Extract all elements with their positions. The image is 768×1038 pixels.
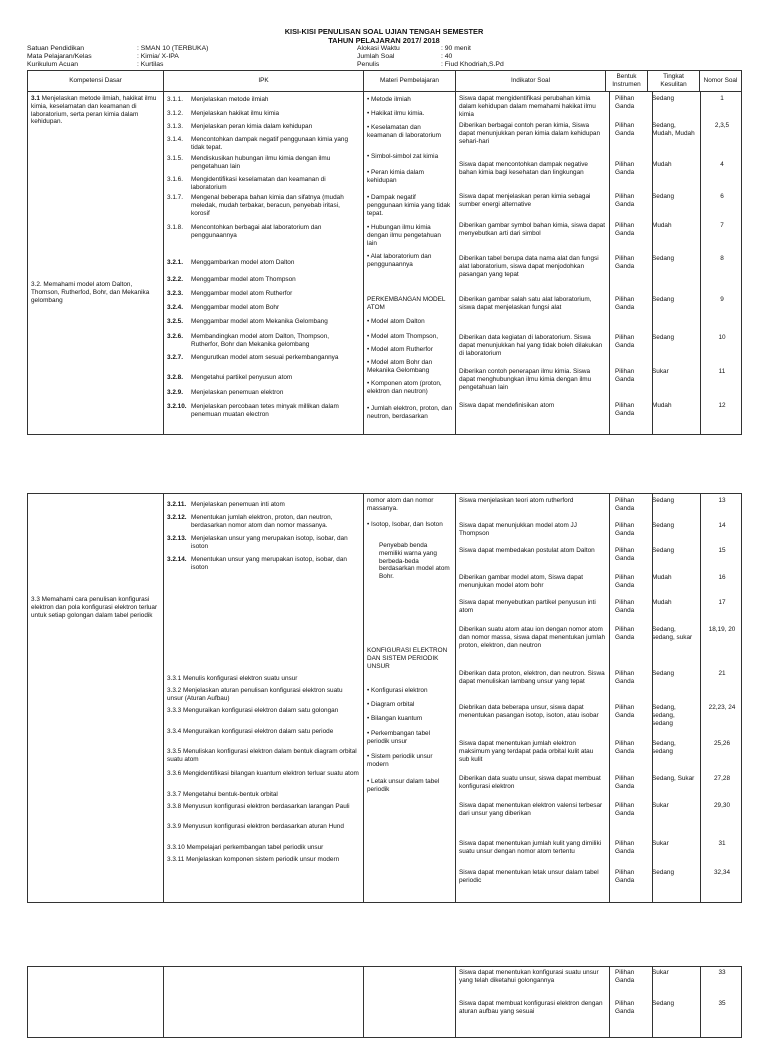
materi-item: • Alat laboratorium dan penggunaannya [367,253,452,269]
difficulty-level: Sedang, sedang, sedang [652,704,676,727]
col-header-ipk: IPK [164,71,364,92]
ipk-item [167,276,360,284]
instrument-type: Pilihan Ganda [615,840,635,855]
instrument-type: Pilihan Ganda [615,193,635,208]
ipk-number: 3.2.1. [167,259,183,266]
col-header-materi: Materi Pembelajaran [364,71,456,92]
question-number: 17 [718,599,726,606]
difficulty-level: Sedang [652,193,675,200]
question-number: 31 [718,840,726,847]
question-number: 11 [718,368,726,375]
instrument-type: Pilihan Ganda [615,969,635,984]
kd-3-1: 3.1 Menjelaskan metode ilmiah, hakikat ilmu kimia, keselamatan dan keamanan di laboratorium, serta peran kimia dalam kehidupan. [31,95,157,126]
kisi-kisi-table-1 [27,70,742,435]
column-divider [652,92,653,434]
indicator-text: Siswa dapat mengidentifikasi perubahan kimia dalam kehidupan dalam memahami hakikat ilmu kimia [459,95,596,118]
column-divider [609,967,610,1037]
instrument-type: Pilihan Ganda [615,122,635,137]
column-divider [700,92,701,434]
meta-value: : 40 [441,53,453,60]
question-number: 1 [720,95,724,102]
indicator-text: Siswa dapat menentukan elektron valensi terbesar dari unsur yang diberikan [459,802,603,817]
instrument-type: Pilihan Ganda [615,869,635,884]
indicator-text: Siswa dapat menentukan jumlah kulit yang dimiliki suatu unsur dengan nomor atom tertentu [459,840,602,855]
materi-item: • Peran kimia dalam kehidupan [367,169,452,185]
ipk-item: 3.3.2 Menjelaskan aturan penulisan konfigurasi elektron suatu unsur (Aturan Aufbau) [167,687,343,702]
ipk-item [167,374,360,382]
materi-item: • Model atom Rutherfor [367,346,452,354]
difficulty-level: Mudah [652,222,672,229]
difficulty-level: Sukar [652,969,669,976]
instrument-type: Pilihan Ganda [615,1000,635,1015]
ipk-text: Menjelaskan metode ilmiah [191,96,269,103]
ipk-number: 3.1.5. [167,155,183,162]
materi-item: • Metode ilmiah [367,96,452,104]
ipk-number: 3.2.3. [167,290,183,297]
materi-item: • Perkembangan tabel periodik unsur [367,730,452,746]
ipk-item [167,155,360,171]
indicator-text: Siswa dapat membedakan postulat atom Dalton [459,547,595,554]
indikator-block [456,494,742,903]
instrument-type: Pilihan Ganda [615,95,635,110]
ipk-number: 3.2.12. [167,514,187,521]
ipk-number: 3.2.11. [167,501,187,508]
ipk-text: Membandingkan model atom Dalton, Thompson, Rutherfor, Bohr dan Mekanika gelombang [191,333,330,348]
ipk-number: 3.1.1. [167,96,183,103]
table-header-row [28,71,742,92]
ipk-text: Menjelaskan hakikat ilmu kimia [191,110,280,117]
meta-value: : SMAN 10 (TERBUKA) [137,45,209,52]
question-number: 32,34 [714,869,730,876]
difficulty-level: Sukar [652,802,669,809]
meta-row [357,61,504,69]
ipk-number: 3.2.9. [167,389,183,396]
ipk-text: Menentukan unsur yang merupakan isotop, isobar, dan isoton [191,556,347,571]
ipk-text: Menggambar model atom Rutherfor [191,290,293,297]
indicator-text: Diebrikan data beberapa unsur, siswa dapat menentukan pasangan isotop, isoton, atau isobar [459,704,599,719]
instrument-type: Pilihan Ganda [615,740,635,755]
indicator-text: Siswa dapat menentukan letak unsur dalam tabel periodic [459,869,599,884]
materi-item: • Sistem periodik unsur modern [367,753,452,769]
question-number: 33 [718,969,726,976]
ipk-number: 3.2.2. [167,276,183,283]
ipk-number: 3.2.7. [167,354,183,361]
difficulty-level: Mudah [652,161,672,168]
kd-3-2: 3.2. Memahami model atom Dalton, Thomson, Rutherfod, Bohr, dan Mekanika gelombang [31,281,150,304]
ipk-text: Menggambarkan model atom Dalton [191,259,295,266]
materi-heading: PERKEMBANGAN MODEL ATOM [367,296,446,311]
instrument-type: Pilihan Ganda [615,296,635,311]
ipk-number: 3.2.8. [167,374,183,381]
materi-item: • Hubungan ilmu kimia dengan ilmu pengetahuan lain [367,224,452,247]
difficulty-level: Sedang [652,522,675,529]
ipk-item: 3.3.11 Menjelaskan komponen sistem periodik unsur modern [167,856,340,863]
ipk-item: 3.3.10 Mempelajari perkembangan tabel periodik unsur [167,844,324,851]
ipk-item [167,556,360,572]
meta-key: Jumlah Soal [357,53,395,60]
materi-note: Penyebab benda memiliki warna yang berbeda-beda berdasarkan model atom Bohr. [379,542,450,581]
ipk-item [167,194,360,217]
indicator-text: Siswa menjelaskan teori atom rutherford [459,497,574,504]
instrument-type: Pilihan Ganda [615,522,635,537]
ipk-text: Mengidentifikasi keselamatan dan keamanan di laboratorium [191,176,326,191]
table-body-row [28,967,742,1038]
difficulty-level: Sedang [652,1000,675,1007]
kd-cell [28,494,164,903]
materi-item: • Dampak negatif penggunaan kimia yang tidak tepat. [367,194,452,217]
ipk-item: 3.3.5 Menuliskan konfigurasi elektron dalam bentuk diagram orbital suatu atom [167,748,357,763]
indicator-text: Siswa dapat mencontohkan dampak negative bahan kimia bagi kesehatan dan lingkungan [459,161,588,176]
meta-right [357,45,504,69]
ipk-item [167,403,360,419]
materi-item: • Letak unsur dalam tabel periodik [367,778,452,794]
meta-row [357,53,504,61]
materi-cell [364,92,456,435]
ipk-number: 3.1.6. [167,176,183,183]
meta-left [27,45,208,69]
indicator-text: Siswa dapat menentukan konfigurasi suatu unsur yang telah diketahui golongannya [459,969,599,984]
question-number: 18,19, 20 [708,626,736,633]
ipk-text: Menjelaskan penemuan inti atom [191,501,285,508]
ipk-item [167,389,360,397]
ipk-number: 3.1.4. [167,136,183,143]
meta-value: : Kurtilas [137,61,164,68]
indicator-text: Diberikan data kegiatan di laboratorium. Siswa dapat menunjukkan hal yang tidak boleh dilakukan di laboratorium [459,334,603,357]
question-number: 4 [720,161,724,168]
indicator-text: Siswa dapat menentukan jumlah elektron maksimum yang terdapat pada orbital kulit atau sub kulit [459,740,594,763]
materi-item: • Model atom Dalton [367,318,452,326]
instrument-type: Pilihan Ganda [615,547,635,562]
difficulty-level: Sedang [652,869,675,876]
instrument-type: Pilihan Ganda [615,626,635,641]
ipk-item: 3.3.9 Menyusun konfigurasi elektron berdasarkan aturan Hund [167,823,344,830]
ipk-number: 3.2.6. [167,333,183,340]
col-header-kd: Kompetensi Dasar [28,71,164,92]
instrument-type: Pilihan Ganda [615,802,635,817]
ipk-number: 3.2.14. [167,556,187,563]
difficulty-level: Mudah [652,599,672,606]
meta-value: : 90 menit [441,45,471,52]
indicator-text: Diberikan suatu atom atau ion dengan nomor atom dan nomor massa, siswa dapat menentukan jumlah proton, elektron, dan neutron [459,626,605,649]
meta-key: Alokasi Waktu [357,45,400,52]
ipk-text: Menentukan jumlah elektron, proton, dan neutron, berdasarkan nomor atom dan nomor massanya. [191,514,333,529]
instrument-type: Pilihan Ganda [615,161,635,176]
indicator-text: Siswa dapat menyebutkan partikel penyusun inti atom [459,599,596,614]
ipk-text: Mendiskusikan hubungan ilmu kimia dengan ilmu pengetahuan lain [191,155,331,170]
ipk-item [167,514,360,530]
column-divider [609,92,610,434]
indicator-text: Siswa dapat menjelaskan peran kimia sebagai sumber energi alternative [459,193,591,208]
ipk-item: 3.3.8 Menyusun konfigurasi elektron berdasarkan larangan Pauli [167,803,350,810]
ipk-text: Menggambar model atom Thompson [191,276,296,283]
ipk-text: Mencontohkan berbagai alat laboratorium dan penggunaannya [191,224,322,239]
meta-value: : Kimia/ X-IPA [137,53,179,60]
ipk-item [167,136,360,152]
ipk-text: Mengenal beberapa bahan kimia dan sifatnya (mudah meledak, mudah terbakar, beracun, penyebab iritasi, korosif [191,194,344,217]
indicator-text: Diberikan berbagai contoh peran kimia, Siswa dapat menunjukkan peran kimia dalam kehidupan sehari-hari [459,122,601,145]
indicator-text: Diberikan data suatu unsur, siswa dapat membuat konfigurasi elektron [459,775,601,790]
ipk-text: Menggambar model atom Mekanika Gelombang [191,318,328,325]
ipk-cell [164,967,364,1038]
materi-item: • Simbol-simbol zat kimia [367,153,452,161]
question-number: 9 [720,296,724,303]
difficulty-level: Mudah [652,402,672,409]
materi-item: • Model atom Thompson, [367,333,452,341]
ipk-cell [164,494,364,903]
ipk-number: 3.2.10. [167,403,187,410]
ipk-item [167,224,360,240]
question-number: 13 [718,497,726,504]
ipk-text: Menggambar model atom Bohr [191,304,280,311]
difficulty-level: Sedang [652,296,675,303]
table-body-row [28,494,742,903]
meta-row [27,45,208,53]
column-divider [700,967,701,1037]
ipk-text: Menjelaskan penemuan elektron [191,389,284,396]
instrument-type: Pilihan Ganda [615,497,635,512]
ipk-item [167,123,360,131]
ipk-cell [164,92,364,435]
materi-item: • Diagram orbital [367,701,452,709]
ipk-text: Menjelaskan percobaan tetes minyak millikan dalam penemuan muatan electron [191,403,339,418]
question-number: 6 [720,193,724,200]
difficulty-level: Sedang, Sukar [652,775,695,782]
ipk-item [167,354,360,362]
materi-item: • Bilangan kuantum [367,715,452,723]
ipk-number: 3.1.8. [167,224,183,231]
col-header-indikator: Indikator Soal [456,71,606,92]
difficulty-level: Sedang [652,547,675,554]
col-header-nomor: Nomor Soal [700,71,742,92]
indicator-text: Diberikan tabel berupa data nama alat dan fungsi alat laboratorium, siswa dapat menjodohkan pasangan yang tepat [459,255,599,278]
ipk-text: Mengurutkan model atom sesuai perkembangannya [191,354,339,361]
table-body-row [28,92,742,435]
ipk-item [167,318,360,326]
ipk-item [167,304,360,312]
question-number: 21 [718,670,726,677]
ipk-text: Mengetahui partikel penyusun atom [191,374,293,381]
difficulty-level: Sedang, Mudah, Mudah [652,122,695,137]
ipk-number: 3.2.5. [167,318,183,325]
ipk-item: 3.3.4 Menguraikan konfigurasi elektron dalam satu periode [167,728,334,735]
difficulty-level: Sedang [652,255,675,262]
col-header-bentuk: Bentuk Instrumen [606,71,648,92]
question-number: 22,23, 24 [708,704,736,711]
kisi-kisi-table-3 [27,966,742,1038]
ipk-item [167,535,360,551]
question-number: 27,28 [714,775,730,782]
question-number: 14 [718,522,726,529]
materi-item: nomor atom dan nomor massanya. [367,497,434,512]
question-number: 25,26 [714,740,730,747]
ipk-number: 3.2.4. [167,304,183,311]
indikator-block [456,92,742,435]
materi-item: • Keselamatan dan keamanan di laboratorium [367,124,452,140]
question-number: 15 [718,547,726,554]
column-divider [700,494,701,902]
materi-item: • Model atom Bohr dan Mekanika Gelombang [367,359,452,375]
ipk-item [167,110,360,118]
ipk-item: 3.3.7 Mengetahui bentuk-bentuk orbital [167,791,278,798]
difficulty-level: Sedang, sedang, sukar [652,626,693,641]
question-number: 35 [718,1000,726,1007]
difficulty-level: Sedang [652,497,675,504]
indicator-text: Diberikan gambar symbol bahan kimia, siswa dapat menyebutkan arti dari simbol [459,222,605,237]
materi-item: • Hakikat ilmu kimia. [367,110,452,118]
instrument-type: Pilihan Ganda [615,704,635,719]
materi-item: • Komponen atom (proton, elektron dan neutron) [367,380,452,396]
materi-cell [364,967,456,1038]
meta-key: Mata Pelajaran/Kelas [27,53,92,60]
materi-item: • Jumlah elektron, proton, dan neutron, berdasarkan [367,405,452,421]
difficulty-level: Sedang [652,334,675,341]
meta-key: Satuan Pendidikan [27,45,85,52]
instrument-type: Pilihan Ganda [615,775,635,790]
kd-cell [28,92,164,435]
indikator-block [456,967,742,1038]
indicator-text: Diberikan data proton, elektron, dan neutron. Siswa dapat menuliskan lambang unsur yang tepat [459,670,605,685]
question-number: 7 [720,222,724,229]
ipk-item [167,96,360,104]
ipk-item [167,333,360,349]
meta-key: Kurikulum Acuan [27,61,79,68]
difficulty-level: Mudah [652,574,672,581]
instrument-type: Pilihan Ganda [615,574,635,589]
ipk-number: 3.2.13. [167,535,187,542]
column-divider [609,494,610,902]
materi-item: • Konfigurasi elektron [367,687,452,695]
meta-value: : Fiud Khodriah,S.Pd [441,61,504,68]
ipk-number: 3.1.7. [167,194,183,201]
ipk-text: Mencontohkan dampak negatif penggunaan kimia yang tidak tepat. [191,136,349,151]
indicator-text: Diberikan contoh penerapan ilmu kimia. Siswa dapat menghubungkan ilmu kimia dengan ilmu pengetahuan lain [459,368,592,391]
difficulty-level: Sedang, sedang [652,740,676,755]
indicator-text: Diberikan gambar model atom, Siswa dapat menunjukan model atom bohr [459,574,583,589]
ipk-number: 3.1.2. [167,110,183,117]
instrument-type: Pilihan Ganda [615,334,635,349]
difficulty-level: Sukar [652,840,669,847]
ipk-item [167,176,360,192]
ipk-item [167,501,360,509]
meta-row [357,45,504,53]
question-number: 12 [718,402,726,409]
kd-3-3: 3.3 Memahami cara penulisan konfigurasi elektron dan pola konfigurasi elektron terluar untuk setiap golongan dalam tabel periodik [31,596,158,619]
ipk-item: 3.3.6 Mengidentifikasi bilangan kuantum elektron terluar suatu atom [167,770,359,777]
col-header-tingkat: Tingkat Kesulitan [648,71,700,92]
question-number: 8 [720,255,724,262]
document-header [27,27,741,45]
ipk-item [167,259,360,267]
ipk-text: Menjelaskan unsur yang merupakan isotop, isobar, dan isoton [191,535,348,550]
kisi-kisi-table-2 [27,493,742,903]
difficulty-level: Sedang [652,95,675,102]
question-number: 29,30 [714,802,730,809]
ipk-item: 3.3.3 Menguraikan konfigurasi elektron dalam satu golongan [167,707,339,714]
meta-row [27,61,208,69]
ipk-item: 3.3.1 Menulis konfigurasi elektron suatu unsur [167,675,298,682]
difficulty-level: Sukar [652,368,669,375]
difficulty-level: Sedang [652,670,675,677]
kd-cell [28,967,164,1038]
indicator-text: Siswa dapat membuat konfigurasi elektron dengan aturan aufbau yang sesuai [459,1000,603,1015]
indicator-text: Diberikan gambar salah satu alat laboratorium, siswa dapat menjelaskan fungsi alat [459,296,592,311]
question-number: 16 [718,574,726,581]
question-number: 2,3,5 [714,122,730,129]
materi-cell [364,494,456,903]
instrument-type: Pilihan Ganda [615,599,635,614]
ipk-item [167,290,360,298]
column-divider [652,494,653,902]
document-subtitle: TAHUN PELAJARAN 2017/ 2018 [328,36,440,45]
meta-row [27,53,208,61]
meta-key: Penulis [357,61,380,68]
column-divider [652,967,653,1037]
question-number: 10 [718,334,726,341]
materi-item: • Isotop, Isobar, dan Isoton [367,521,452,529]
ipk-text: Menjelaskan peran kimia dalam kehidupan [191,123,313,130]
materi-heading: KONFIGURASI ELEKTRON DAN SISTEM PERIODIK UNSUR [367,647,448,670]
document-title: KISI-KISI PENULISAN SOAL UJIAN TENGAH SEMESTER [284,27,484,36]
instrument-type: Pilihan Ganda [615,255,635,270]
ipk-number: 3.1.3. [167,123,183,130]
instrument-type: Pilihan Ganda [615,368,635,383]
instrument-type: Pilihan Ganda [615,402,635,417]
indicator-text: Siswa dapat mendefinisikan atom [459,402,555,409]
indicator-text: Siswa dapat menunjukkan model atom JJ Thompson [459,522,577,537]
instrument-type: Pilihan Ganda [615,222,635,237]
instrument-type: Pilihan Ganda [615,670,635,685]
